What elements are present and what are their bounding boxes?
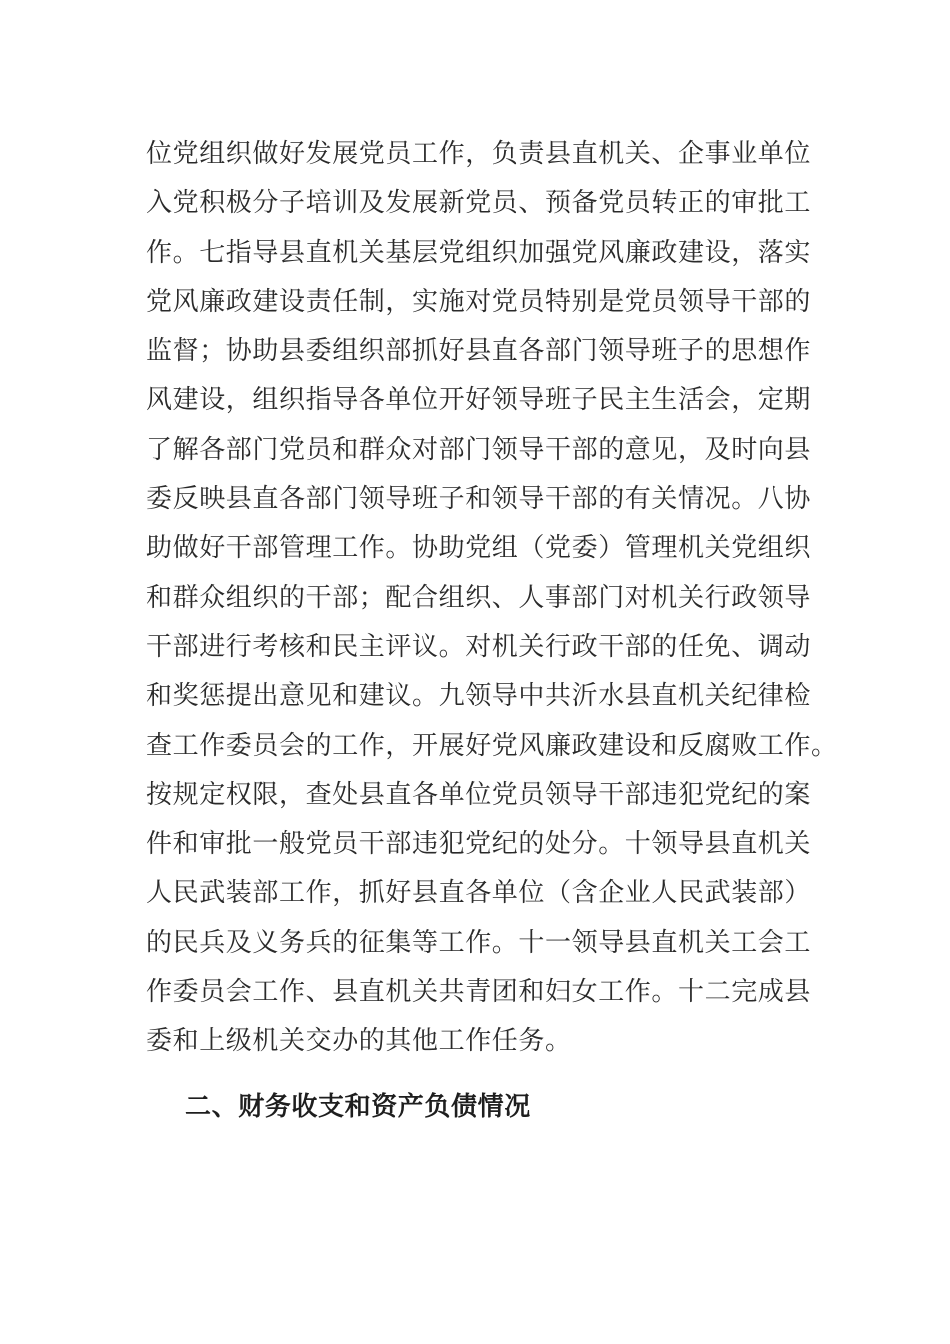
text-line: 监督；协助县委组织部抓好县直各部门领导班子的思想作	[146, 336, 812, 367]
text-line: 党风廉政建设责任制，实施对党员特别是党员领导干部的	[146, 286, 812, 317]
text-line: 的民兵及义务兵的征集等工作。十一领导县直机关工会工	[146, 927, 812, 958]
text-line: 人民武装部工作，抓好县直各单位（含企业人民武装部）	[146, 878, 812, 909]
text-line: 查工作委员会的工作，开展好党风廉政建设和反腐败工作。	[146, 730, 838, 761]
text-line: 位党组织做好发展党员工作，负责县直机关、企事业单位	[146, 139, 812, 169]
text-line: 和奖惩提出意见和建议。九领导中共沂水县直机关纪律检	[146, 681, 812, 712]
text-line: 件和审批一般党员干部违犯党纪的处分。十领导县直机关	[146, 829, 812, 860]
text-line: 入党积极分子培训及发展新党员、预备党员转正的审批工	[146, 188, 812, 219]
text-line: 委和上级机关交办的其他工作任务。	[146, 1026, 572, 1057]
text-line: 和群众组织的干部；配合组织、人事部门对机关行政领导	[146, 582, 812, 613]
text-line: 风建设，组织指导各单位开好领导班子民主生活会，定期	[146, 385, 812, 416]
text-line: 委反映县直各部门领导班子和领导干部的有关情况。八协	[146, 484, 812, 515]
text-line: 作。七指导县直机关基层党组织加强党风廉政建设，落实	[146, 237, 812, 268]
text-line: 按规定权限，查处县直各单位党员领导干部违犯党纪的案	[146, 779, 812, 810]
text-line: 了解各部门党员和群众对部门领导干部的意见，及时向县	[146, 434, 812, 465]
text-line: 作委员会工作、县直机关共青团和妇女工作。十二完成县	[146, 977, 812, 1008]
body-paragraph	[146, 130, 838, 1067]
section-heading: 二、财务收支和资产负债情况	[185, 1092, 531, 1122]
text-line: 干部进行考核和民主评议。对机关行政干部的任免、调动	[146, 631, 812, 662]
text-line: 助做好干部管理工作。协助党组（党委）管理机关党组织	[146, 533, 812, 564]
